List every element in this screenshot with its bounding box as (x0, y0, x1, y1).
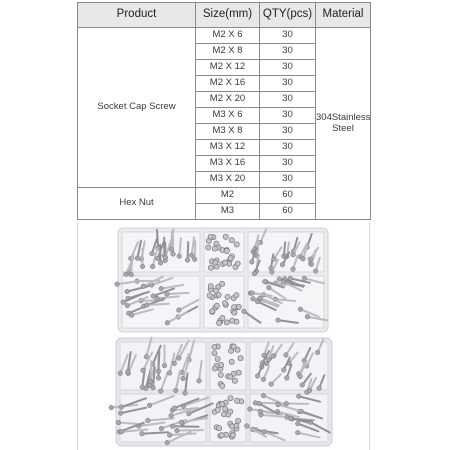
screw-shape (131, 257, 132, 275)
nut-shape (220, 281, 225, 286)
screw-shape (150, 361, 151, 381)
size-cell: M3 X 6 (196, 108, 260, 124)
nut-shape (217, 426, 222, 431)
table-row (78, 28, 371, 44)
nut-shape (218, 372, 223, 377)
nut-shape (236, 370, 241, 375)
screw-head-shape (118, 371, 123, 376)
nut-shape (234, 242, 239, 247)
nut-shape (213, 288, 218, 293)
screw-head-shape (291, 252, 296, 257)
size-cell: M3 X 12 (196, 140, 260, 156)
nut-shape (230, 318, 235, 323)
screw-head-shape (252, 271, 257, 276)
material-cell: 304Stainless Steel (316, 28, 371, 220)
screw-head-shape (150, 264, 155, 269)
screw-head-shape (251, 296, 256, 301)
screw-head-shape (156, 376, 161, 381)
screw-head-shape (305, 314, 310, 319)
qty-cell: 60 (260, 188, 316, 204)
nut-shape (234, 293, 239, 298)
screw-head-shape (163, 255, 168, 260)
assortment-kit-image (78, 222, 371, 450)
nut-shape (213, 260, 218, 265)
screw-head-shape (280, 262, 285, 267)
screw-head-shape (308, 257, 313, 262)
screw-head-shape (119, 429, 124, 434)
screw-head-shape (185, 258, 190, 263)
nut-shape (214, 303, 219, 308)
screw-head-shape (173, 388, 178, 393)
screw-head-shape (116, 420, 121, 425)
screw-shape (195, 241, 196, 259)
header-size: Size(mm) (196, 3, 260, 28)
screw-head-shape (156, 369, 161, 374)
header-product: Product (78, 3, 196, 28)
screw-head-shape (244, 424, 249, 429)
nut-shape (224, 248, 229, 253)
header-row (78, 3, 371, 28)
screw-head-shape (298, 307, 303, 312)
screw-head-shape (119, 405, 124, 410)
screw-head-shape (315, 350, 320, 355)
size-cell: M2 X 8 (196, 44, 260, 60)
nut-shape (224, 320, 229, 325)
screw-head-shape (262, 279, 267, 284)
header-material: Material (316, 3, 371, 28)
qty-cell: 30 (260, 156, 316, 172)
screw-head-shape (155, 256, 160, 261)
nut-shape (228, 256, 233, 261)
header-qty: QTY(pcs) (260, 3, 316, 28)
nut-shape (223, 260, 228, 265)
screw-head-shape (125, 303, 130, 308)
screw-head-shape (140, 431, 145, 436)
screw-shape (157, 230, 158, 248)
screw-head-shape (307, 388, 312, 393)
nut-shape (220, 315, 225, 320)
screw-head-shape (171, 252, 176, 257)
screw-head-shape (167, 371, 172, 376)
screw-head-shape (276, 318, 281, 323)
screw-head-shape (284, 401, 289, 406)
screw-head-shape (197, 379, 202, 384)
nut-shape (216, 320, 221, 325)
lower-case (116, 338, 332, 446)
screw-head-shape (255, 374, 260, 379)
size-cell: M3 X 16 (196, 156, 260, 172)
screw-head-shape (177, 254, 182, 259)
screw-head-shape (271, 354, 276, 359)
screw-head-shape (150, 251, 155, 256)
product-cell-socket-cap-screw: Socket Cap Screw (78, 28, 196, 188)
screw-shape (158, 351, 159, 371)
screw-head-shape (309, 262, 314, 267)
screw-head-shape (261, 377, 266, 382)
screw-head-shape (140, 385, 145, 390)
size-cell: M3 X 20 (196, 172, 260, 188)
screw-head-shape (172, 406, 177, 411)
screw-shape (147, 304, 169, 305)
screw-head-shape (151, 385, 156, 390)
product-cell-hex-nut: Hex Nut (78, 188, 196, 220)
nut-shape (220, 383, 225, 388)
screw-head-shape (270, 270, 275, 275)
screw-head-shape (261, 393, 266, 398)
screw-head-shape (181, 376, 186, 381)
screw-head-shape (169, 413, 174, 418)
screw-head-shape (313, 269, 318, 274)
screw-head-shape (250, 291, 255, 296)
screw-head-shape (159, 426, 164, 431)
screw-head-shape (165, 440, 170, 445)
nut-shape (208, 265, 213, 270)
screw-head-shape (129, 313, 134, 318)
qty-cell: 60 (260, 204, 316, 220)
screw-head-shape (192, 257, 197, 262)
qty-cell: 30 (260, 60, 316, 76)
screw-head-shape (284, 353, 289, 358)
qty-cell: 30 (260, 28, 316, 44)
screw-head-shape (291, 267, 296, 272)
nut-shape (228, 409, 233, 414)
nut-shape (212, 366, 217, 371)
screw-head-shape (276, 402, 281, 407)
screw-head-shape (296, 394, 301, 399)
screw-head-shape (262, 429, 267, 434)
size-cell: M3 (196, 204, 260, 220)
screw-head-shape (135, 256, 140, 261)
screw-head-shape (262, 353, 267, 358)
screw-shape (167, 293, 189, 294)
nut-shape (223, 234, 228, 239)
screw-head-shape (158, 261, 163, 266)
screw-head-shape (165, 321, 170, 326)
screw-head-shape (183, 391, 188, 396)
screw-head-shape (248, 407, 253, 412)
nut-shape (228, 396, 233, 401)
nut-shape (230, 433, 235, 438)
screw-shape (188, 242, 189, 260)
nut-shape (219, 433, 224, 438)
nut-shape (207, 293, 212, 298)
screw-head-shape (175, 428, 180, 433)
screw-head-shape (186, 411, 191, 416)
qty-cell: 30 (260, 76, 316, 92)
size-cell: M2 X 12 (196, 60, 260, 76)
screw-head-shape (258, 296, 263, 301)
screw-head-shape (266, 357, 271, 362)
nut-shape (212, 246, 217, 251)
screw-head-shape (177, 356, 182, 361)
nut-shape (231, 304, 236, 309)
nut-shape (228, 374, 233, 379)
nut-shape (208, 234, 213, 239)
size-cell: M2 X 16 (196, 76, 260, 92)
size-cell: M2 X 6 (196, 28, 260, 44)
screw-head-shape (118, 411, 123, 416)
screw-head-shape (258, 409, 263, 414)
screw-head-shape (264, 361, 269, 366)
screw-head-shape (300, 383, 305, 388)
screw-head-shape (162, 363, 167, 368)
screw-head-shape (257, 401, 262, 406)
nut-shape (238, 356, 243, 361)
screw-head-shape (277, 277, 282, 282)
screw-head-shape (125, 289, 130, 294)
nut-shape (225, 294, 230, 299)
screw-head-shape (242, 309, 247, 314)
nut-shape (231, 344, 236, 349)
product-photo (77, 222, 370, 450)
screw-head-shape (159, 286, 164, 291)
screw-head-shape (295, 421, 300, 426)
screw-head-shape (109, 405, 114, 410)
screw-head-shape (267, 285, 272, 290)
screw-head-shape (298, 374, 303, 379)
screw-head-shape (295, 430, 300, 435)
qty-cell: 30 (260, 140, 316, 156)
nut-shape (229, 238, 234, 243)
screw-head-shape (272, 257, 277, 262)
screw-head-shape (170, 424, 175, 429)
nut-shape (212, 351, 217, 356)
nut-shape (229, 359, 234, 364)
qty-cell: 30 (260, 44, 316, 60)
screw-head-shape (179, 420, 184, 425)
nut-shape (235, 398, 240, 403)
size-cell: M3 X 8 (196, 124, 260, 140)
nut-shape (229, 424, 234, 429)
screw-head-shape (288, 416, 293, 421)
nut-shape (215, 407, 220, 412)
screw-head-shape (145, 303, 150, 308)
screw-head-shape (121, 300, 126, 305)
screw-head-shape (172, 361, 177, 366)
screw-head-shape (281, 368, 286, 373)
nut-shape (222, 301, 227, 306)
screw-head-shape (189, 253, 194, 258)
screw-head-shape (141, 368, 146, 373)
screw-shape (173, 426, 199, 427)
size-cell: M2 (196, 188, 260, 204)
screw-head-shape (159, 389, 164, 394)
screw-head-shape (148, 379, 153, 384)
nut-shape (208, 284, 213, 289)
screw-head-shape (177, 308, 182, 313)
screw-head-shape (140, 264, 145, 269)
qty-cell: 30 (260, 172, 316, 188)
nut-shape (223, 406, 228, 411)
qty-cell: 30 (260, 108, 316, 124)
screw-head-shape (129, 272, 134, 277)
spec-table (77, 2, 371, 220)
screw-head-shape (141, 284, 146, 289)
screw-head-shape (269, 382, 274, 387)
screw-head-shape (125, 369, 130, 374)
screw-head-shape (288, 276, 293, 281)
screw-head-shape (284, 376, 289, 381)
nut-shape (232, 310, 237, 315)
screw-head-shape (250, 260, 255, 265)
screw-head-shape (151, 294, 156, 299)
screw-head-shape (124, 272, 129, 277)
size-cell: M2 X 20 (196, 92, 260, 108)
screw-head-shape (301, 256, 306, 261)
screw-head-shape (115, 282, 120, 287)
nut-shape (210, 309, 215, 314)
screw-head-shape (146, 418, 151, 423)
nut-shape (220, 402, 225, 407)
screw-shape (171, 231, 172, 249)
nut-shape (236, 418, 241, 423)
qty-cell: 30 (260, 124, 316, 140)
nut-shape (206, 245, 211, 250)
nut-shape (232, 378, 237, 383)
qty-cell: 30 (260, 92, 316, 108)
screw-head-shape (302, 276, 307, 281)
screw-head-shape (317, 386, 322, 391)
nut-shape (235, 261, 240, 266)
screw-head-shape (147, 403, 152, 408)
nut-shape (215, 356, 220, 361)
screw-head-shape (169, 247, 174, 252)
nut-shape (212, 344, 217, 349)
screw-head-shape (167, 433, 172, 438)
